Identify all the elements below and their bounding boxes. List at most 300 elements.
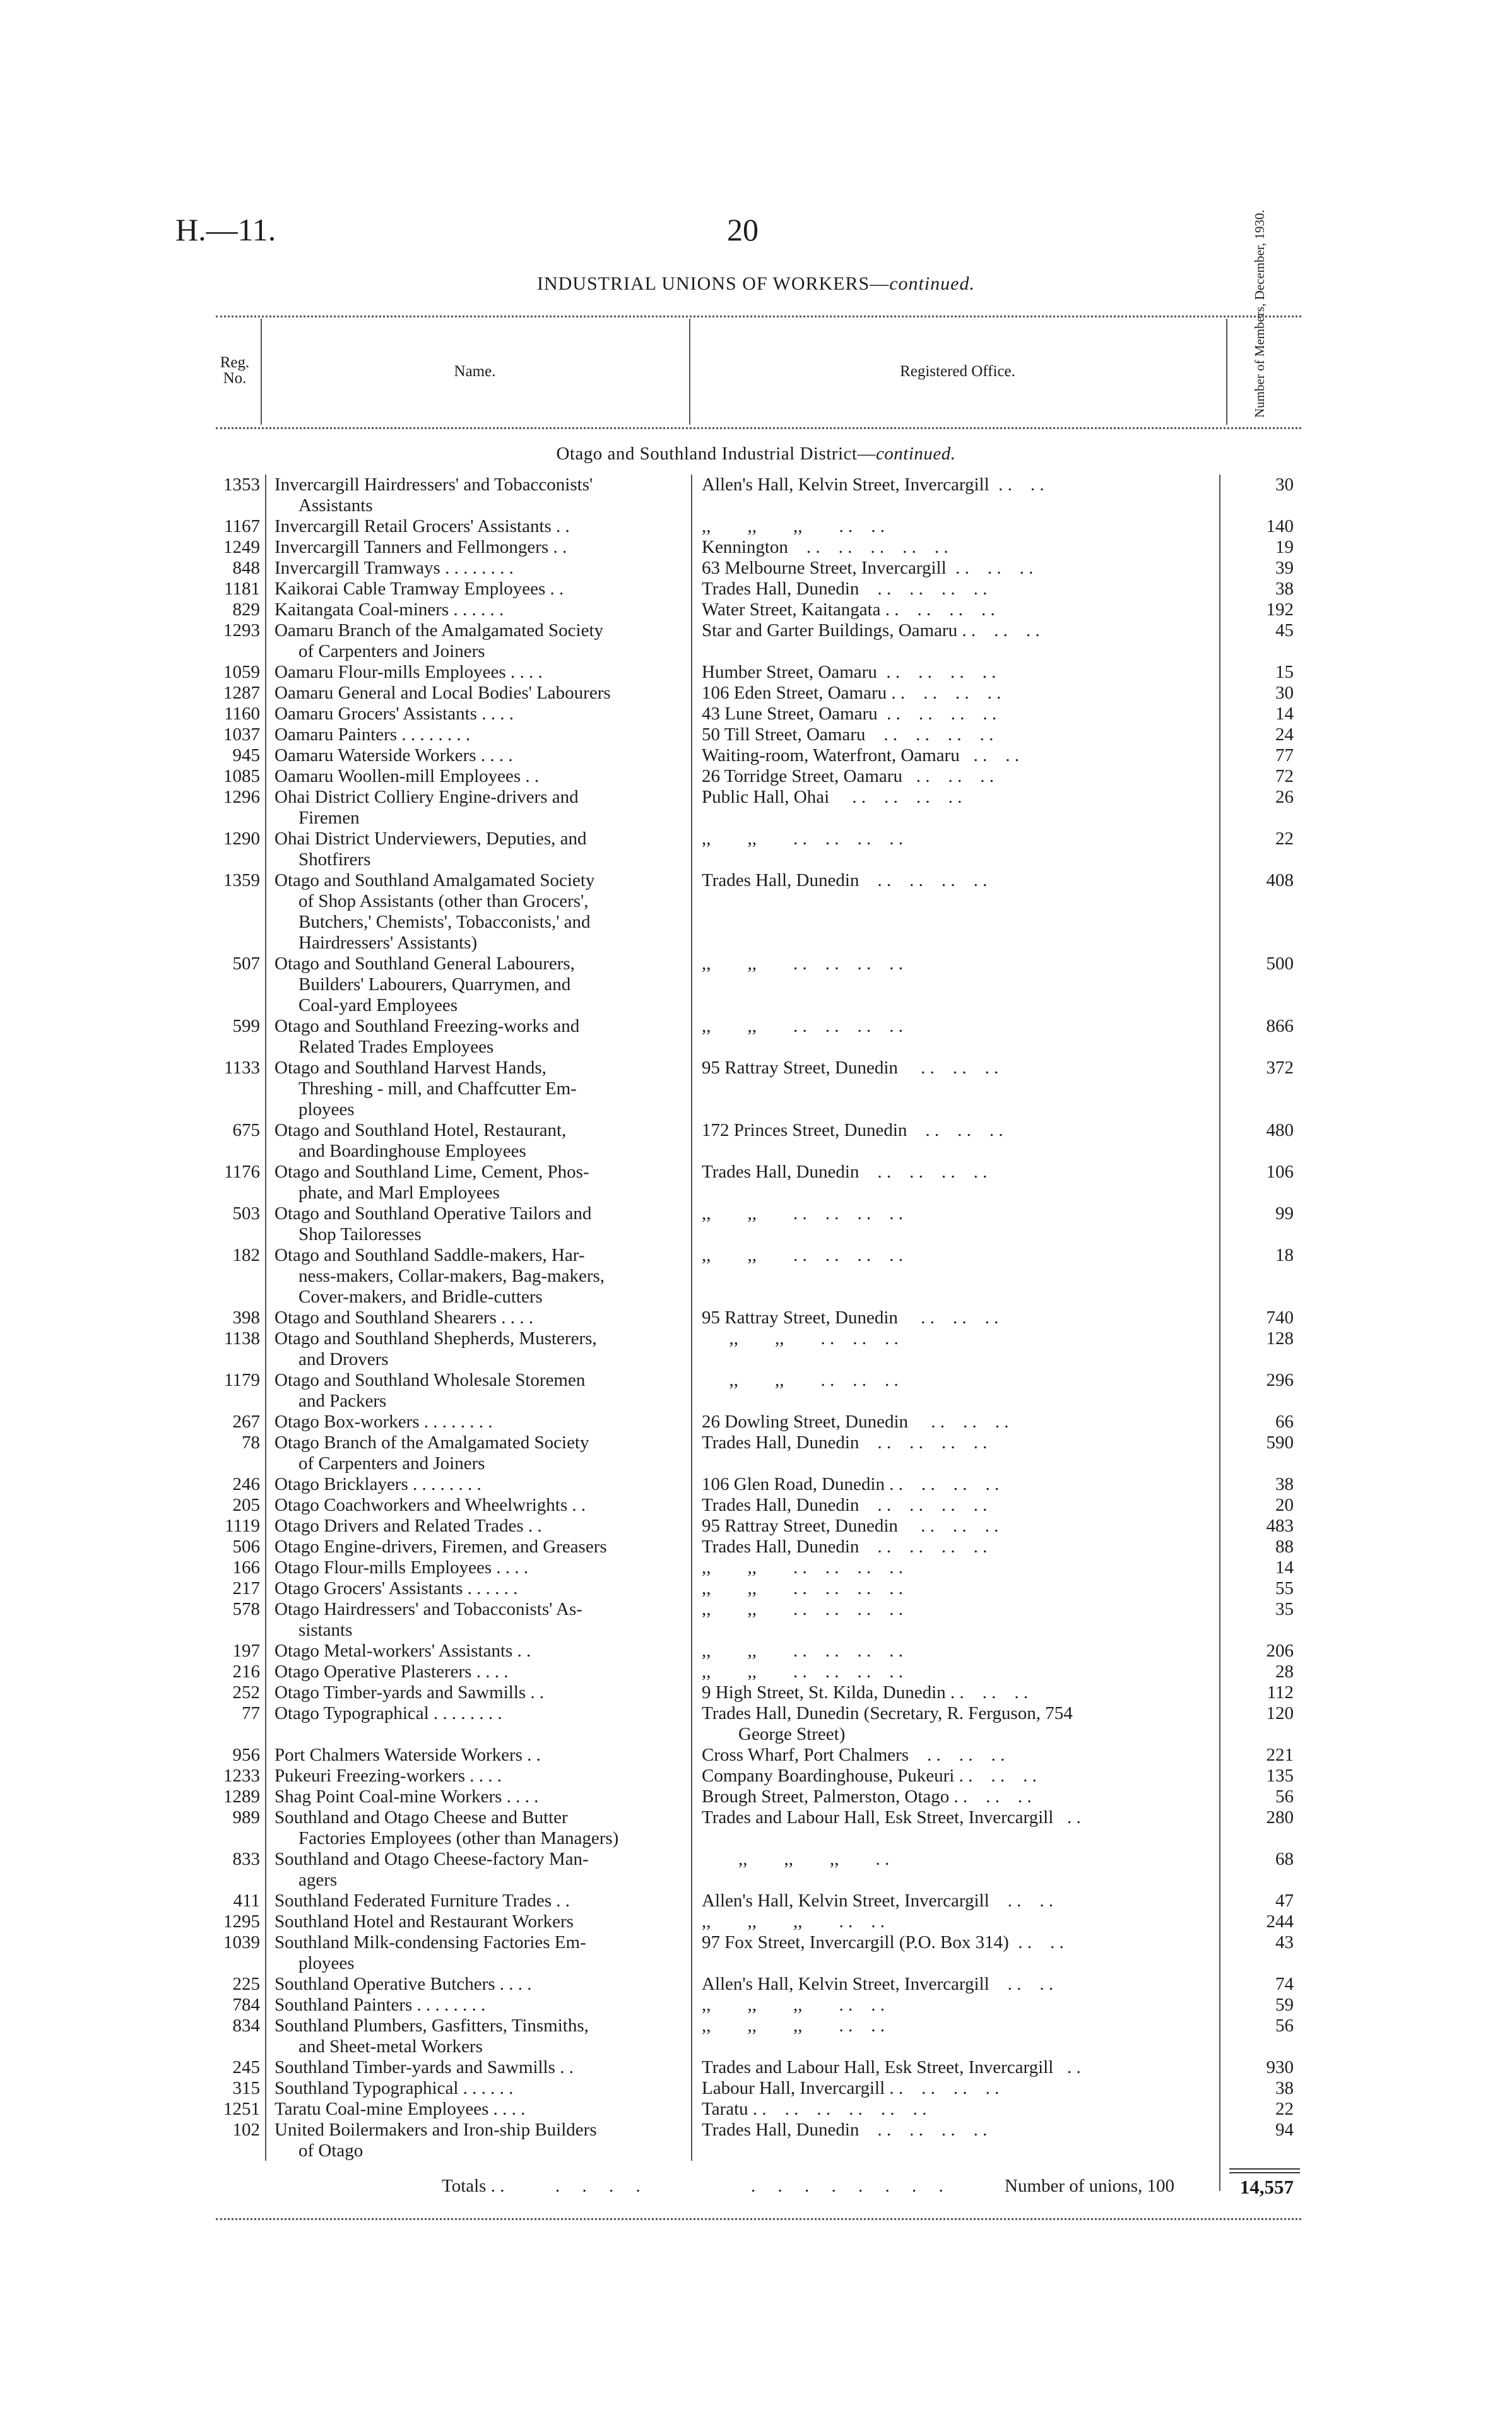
union-name xyxy=(275,1537,689,1557)
union-name-line: Southland Milk-condensing Factories Em- xyxy=(275,1932,586,1952)
table-row xyxy=(0,1412,1512,1432)
registered-office-line: Waiting-room, Waterfront, Oamaru . . . . xyxy=(702,745,1019,765)
union-name-line: Otago Drivers and Related Trades . . xyxy=(275,1516,542,1536)
registered-office-line: 50 Till Street, Oamaru . . . . . . . . xyxy=(702,724,994,745)
registered-office xyxy=(702,1537,1207,1557)
registered-office xyxy=(702,1703,1207,1745)
table-row xyxy=(0,1703,1512,1745)
union-name xyxy=(275,475,689,516)
union-name xyxy=(275,1370,689,1412)
union-name-line: Otago Grocers' Assistants . . . . . . xyxy=(275,1578,518,1598)
union-name-line: Otago and Southland Wholesale Storemen xyxy=(275,1370,586,1390)
reg-number: 245 xyxy=(232,2057,260,2077)
member-count: 20 xyxy=(1275,1495,1294,1515)
registered-office-line: 106 Glen Road, Dunedin . . . . . . . . xyxy=(702,1474,1000,1494)
reg-number: 506 xyxy=(232,1537,260,1557)
union-name-line: Otago and Southland Amalgamated Society xyxy=(275,870,595,890)
union-name xyxy=(275,1058,689,1120)
reg-number: 1119 xyxy=(225,1516,260,1536)
union-name-line: Oamaru Grocers' Assistants . . . . xyxy=(275,704,514,724)
registered-office xyxy=(702,1308,1207,1328)
table-row xyxy=(0,1516,1512,1537)
table-row xyxy=(0,2016,1512,2057)
union-name-line: Southland Painters . . . . . . . . xyxy=(275,1995,486,2015)
table-row xyxy=(0,2078,1512,2099)
registered-office xyxy=(702,475,1207,495)
member-count: 35 xyxy=(1275,1599,1294,1619)
column-header-reg-no: Reg. No. xyxy=(220,354,250,387)
union-name-line: Otago and Southland Saddle-makers, Har- xyxy=(275,1245,585,1265)
member-count: 77 xyxy=(1275,745,1294,765)
member-count: 740 xyxy=(1266,1308,1294,1328)
member-count: 38 xyxy=(1275,2078,1294,2098)
totals-union-count: Number of unions, 100 xyxy=(1005,2176,1175,2196)
registered-office xyxy=(702,1432,1207,1453)
union-name xyxy=(275,1578,689,1599)
registered-office xyxy=(702,1120,1207,1141)
registered-office-line: Trades Hall, Dunedin . . . . . . . . xyxy=(702,1495,988,1515)
table-row xyxy=(0,1537,1512,1557)
table-row xyxy=(0,1162,1512,1203)
header-bottom-rule xyxy=(216,427,1301,429)
registered-office-line: Star and Garter Buildings, Oamaru . . . . . . xyxy=(702,620,1040,641)
union-name-line: Invercargill Tramways . . . . . . . . xyxy=(275,558,514,578)
member-count: 866 xyxy=(1266,1016,1294,1036)
union-name-line: Otago Operative Plasterers . . . . xyxy=(275,1662,509,1682)
union-name-line: Otago Engine-drivers, Firemen, and Greasers xyxy=(275,1537,607,1557)
member-count: 14 xyxy=(1275,704,1294,724)
union-name xyxy=(275,787,689,829)
union-name-line: Coal-yard Employees xyxy=(298,995,458,1015)
registered-office xyxy=(702,600,1207,620)
union-name xyxy=(275,2078,689,2099)
registered-office-line: ,, ,, . . . . . . . . xyxy=(702,1599,903,1619)
member-count: 22 xyxy=(1275,2099,1294,2119)
union-name xyxy=(275,2016,689,2057)
registered-office-line: 172 Princes Street, Dunedin . . . . . . xyxy=(702,1120,1003,1140)
table-row xyxy=(0,662,1512,683)
union-name-line: and Packers xyxy=(298,1391,387,1411)
union-name xyxy=(275,1911,689,1932)
member-count: 930 xyxy=(1266,2057,1294,2077)
member-count: 280 xyxy=(1266,1807,1294,1828)
registered-office xyxy=(702,683,1207,704)
reg-number: 1039 xyxy=(223,1932,260,1952)
registered-office xyxy=(702,1370,1207,1391)
registered-office-line: Public Hall, Ohai . . . . . . . . xyxy=(702,787,962,807)
reg-number: 166 xyxy=(232,1557,260,1578)
registered-office xyxy=(702,745,1207,766)
registered-office-line: ,, ,, . . . . . . . . xyxy=(702,1662,903,1682)
registered-office xyxy=(702,1245,1207,1266)
table-row xyxy=(0,745,1512,766)
registered-office-line: 63 Melbourne Street, Invercargill . . . . . . xyxy=(702,558,1034,578)
reg-number: 205 xyxy=(232,1495,260,1515)
union-name-line: Southland Operative Butchers . . . . xyxy=(275,1974,532,1994)
table-row xyxy=(0,475,1512,516)
registered-office-line: ,, ,, . . . . . . . . xyxy=(702,1578,903,1598)
registered-office-line: Cross Wharf, Port Chalmers . . . . . . xyxy=(702,1745,1005,1765)
member-count: 56 xyxy=(1275,2016,1294,2036)
union-name xyxy=(275,558,689,579)
registered-office xyxy=(702,558,1207,579)
union-name-line: Otago Branch of the Amalgamated Society xyxy=(275,1432,589,1453)
reg-number: 1287 xyxy=(223,683,260,703)
registered-office xyxy=(702,1745,1207,1766)
district-heading xyxy=(0,444,1512,464)
union-name-line: Firemen xyxy=(298,808,360,828)
union-name-line: Otago Box-workers . . . . . . . . xyxy=(275,1412,493,1432)
table-bottom-rule xyxy=(216,2218,1301,2220)
table-row xyxy=(0,2120,1512,2161)
registered-office-line: 97 Fox Street, Invercargill (P.O. Box 314) . . . . xyxy=(702,1932,1064,1952)
registered-office xyxy=(702,537,1207,558)
member-count: 22 xyxy=(1275,829,1294,849)
column-header-name: Name. xyxy=(454,363,496,380)
registered-office-line: Allen's Hall, Kelvin Street, Invercargill . . . . xyxy=(702,1891,1054,1911)
union-name-line: Otago Hairdressers' and Tobacconists' As- xyxy=(275,1599,582,1619)
registered-office xyxy=(702,2016,1207,2036)
column-header-office: Registered Office. xyxy=(900,363,1015,380)
union-name xyxy=(275,516,689,537)
member-count: 55 xyxy=(1275,1578,1294,1598)
union-name xyxy=(275,1557,689,1578)
registered-office-line: Taratu . . . . . . . . . . . . xyxy=(702,2099,927,2119)
union-name-line: ployees xyxy=(298,1099,355,1119)
member-count: 94 xyxy=(1275,2120,1294,2140)
union-name xyxy=(275,1203,689,1245)
table-row xyxy=(0,1599,1512,1641)
member-count: 30 xyxy=(1275,475,1294,495)
registered-office-line: Humber Street, Oamaru . . . . . . . . xyxy=(702,662,996,682)
union-name-line: and Sheet-metal Workers xyxy=(298,2036,483,2057)
member-count: 28 xyxy=(1275,1662,1294,1682)
column-header-members: Number of Members, December, 1930. xyxy=(1252,210,1267,418)
registered-office-line: 95 Rattray Street, Dunedin . . . . . . xyxy=(702,1058,999,1078)
member-count: 26 xyxy=(1275,787,1294,807)
registered-office-line: Trades and Labour Hall, Esk Street, Invercargill . . xyxy=(702,2057,1081,2077)
reg-number: 102 xyxy=(232,2120,260,2140)
table-row xyxy=(0,1016,1512,1058)
union-name-line: Related Trades Employees xyxy=(298,1037,494,1057)
member-count: 140 xyxy=(1266,516,1294,536)
union-name-line: Otago Coachworkers and Wheelwrights . . xyxy=(275,1495,586,1515)
union-name xyxy=(275,704,689,724)
member-count: 206 xyxy=(1266,1641,1294,1661)
registered-office-line: 43 Lune Street, Oamaru . . . . . . . . xyxy=(702,704,997,724)
union-name-line: Taratu Coal-mine Employees . . . . xyxy=(275,2099,526,2119)
union-name-line: Oamaru Waterside Workers . . . . xyxy=(275,745,513,765)
reg-number: 578 xyxy=(232,1599,260,1619)
union-name-line: Otago Typographical . . . . . . . . xyxy=(275,1703,502,1723)
union-name-line: Ohai District Colliery Engine-drivers and xyxy=(275,787,579,807)
reg-number: 1181 xyxy=(224,579,260,599)
registered-office-line: ,, ,, . . . . . . . . xyxy=(702,1557,903,1578)
table-row xyxy=(0,1203,1512,1245)
union-name xyxy=(275,1974,689,1995)
union-name xyxy=(275,2099,689,2120)
totals-leader-dots: . . . . . . . . xyxy=(751,2176,952,2196)
member-count: 30 xyxy=(1275,683,1294,703)
registered-office-line: 26 Torridge Street, Oamaru . . . . . . xyxy=(702,766,994,786)
union-name-line: Ohai District Underviewers, Deputies, and xyxy=(275,829,587,849)
member-count: 106 xyxy=(1266,1162,1294,1182)
registered-office xyxy=(702,1766,1207,1787)
union-name-line: Oamaru Woollen-mill Employees . . xyxy=(275,766,540,786)
union-name-line: Shotfirers xyxy=(298,849,371,870)
registered-office xyxy=(702,1974,1207,1995)
union-name xyxy=(275,1474,689,1495)
union-name xyxy=(275,1412,689,1432)
union-name xyxy=(275,1682,689,1703)
totals-leader-dots: . . . . xyxy=(555,2176,649,2196)
registered-office-line: Labour Hall, Invercargill . . . . . . . . xyxy=(702,2078,1000,2098)
registered-office-line: 106 Eden Street, Oamaru . . . . . . . . xyxy=(702,683,1001,703)
union-name xyxy=(275,954,689,1016)
member-count: 408 xyxy=(1266,870,1294,890)
registered-office-line: Trades Hall, Dunedin . . . . . . . . xyxy=(702,579,988,599)
member-count: 56 xyxy=(1275,1787,1294,1807)
table-row xyxy=(0,724,1512,745)
registered-office-line: 26 Dowling Street, Dunedin . . . . . . xyxy=(702,1412,1009,1432)
union-name-line: Otago and Southland Hotel, Restaurant, xyxy=(275,1120,567,1140)
registered-office xyxy=(702,662,1207,683)
union-name-line: Otago and Southland Shearers . . . . xyxy=(275,1308,533,1328)
union-name-line: Otago and Southland Freezing-works and xyxy=(275,1016,580,1036)
registered-office xyxy=(702,1641,1207,1662)
reg-number: 217 xyxy=(232,1578,260,1598)
totals-label: Totals . . xyxy=(442,2176,505,2196)
registered-office-line: ,, ,, ,, . . . . xyxy=(702,1911,885,1932)
union-name-line: Otago and Southland Operative Tailors and xyxy=(275,1203,592,1224)
totals-rule xyxy=(1229,2168,1300,2170)
member-count: 43 xyxy=(1275,1932,1294,1952)
union-name-line: ness-makers, Collar-makers, Bag-makers, xyxy=(298,1266,605,1286)
reg-number: 182 xyxy=(232,1245,260,1265)
member-count: 221 xyxy=(1266,1745,1294,1765)
member-count: 38 xyxy=(1275,1474,1294,1494)
reg-number: 246 xyxy=(232,1474,260,1494)
registered-office xyxy=(702,1932,1207,1953)
member-count: 47 xyxy=(1275,1891,1294,1911)
table-row xyxy=(0,1911,1512,1932)
union-name-line: ployees xyxy=(298,1953,355,1973)
union-name xyxy=(275,1932,689,1974)
union-name xyxy=(275,683,689,704)
union-name xyxy=(275,1807,689,1849)
union-name-line: Southland and Otago Cheese and Butter xyxy=(275,1807,568,1828)
reg-number: 503 xyxy=(232,1203,260,1224)
union-name xyxy=(275,1891,689,1911)
union-name xyxy=(275,1016,689,1058)
registered-office xyxy=(702,1412,1207,1432)
reg-number: 956 xyxy=(232,1745,260,1765)
table-body xyxy=(0,475,1512,2161)
registered-office xyxy=(702,2078,1207,2099)
member-count: 68 xyxy=(1275,1849,1294,1869)
registered-office-line: Brough Street, Palmerston, Otago . . . . . . xyxy=(702,1787,1032,1807)
table-row xyxy=(0,704,1512,724)
registered-office-line: ,, ,, ,, . . . . xyxy=(702,2016,885,2036)
union-name xyxy=(275,600,689,620)
union-name-line: Pukeuri Freezing-workers . . . . xyxy=(275,1766,502,1786)
table-row xyxy=(0,1807,1512,1849)
reg-number: 1176 xyxy=(224,1162,260,1182)
registered-office xyxy=(702,1599,1207,1620)
union-name xyxy=(275,724,689,745)
member-count: 244 xyxy=(1266,1911,1294,1932)
member-count: 372 xyxy=(1266,1058,1294,1078)
registered-office xyxy=(702,1787,1207,1807)
table-row xyxy=(0,954,1512,1016)
table-row xyxy=(0,620,1512,662)
union-name-line: Otago Flour-mills Employees . . . . xyxy=(275,1557,529,1578)
totals-rule xyxy=(1229,2172,1300,2173)
table-row xyxy=(0,1932,1512,1974)
union-name-line: Southland Federated Furniture Trades . . xyxy=(275,1891,570,1911)
registered-office xyxy=(702,1995,1207,2016)
registered-office xyxy=(702,1557,1207,1578)
registered-office-line: Kennington . . . . . . . . . . xyxy=(702,537,948,557)
registered-office xyxy=(702,1911,1207,1932)
table-row xyxy=(0,766,1512,787)
registered-office xyxy=(702,1203,1207,1224)
registered-office-line: ,, ,, . . . . . . . . xyxy=(702,1245,903,1265)
reg-number: 315 xyxy=(232,2078,260,2098)
union-name-line: of Carpenters and Joiners xyxy=(298,1453,485,1474)
registered-office-line: 95 Rattray Street, Dunedin . . . . . . xyxy=(702,1308,999,1328)
reg-number: 267 xyxy=(232,1412,260,1432)
reg-number: 1167 xyxy=(224,516,260,536)
union-name xyxy=(275,766,689,787)
reg-number: 945 xyxy=(232,745,260,765)
registered-office xyxy=(702,1162,1207,1183)
union-name xyxy=(275,1662,689,1682)
registered-office xyxy=(702,787,1207,808)
registered-office xyxy=(702,829,1207,849)
union-name-line: Invercargill Tanners and Fellmongers . . xyxy=(275,537,567,557)
registered-office-line: Trades Hall, Dunedin . . . . . . . . xyxy=(702,2120,988,2140)
reg-number: 1160 xyxy=(224,704,260,724)
union-name-line: Cover-makers, and Bridle-cutters xyxy=(298,1287,543,1307)
registered-office-line: Allen's Hall, Kelvin Street, Invercargill . . . . xyxy=(702,1974,1054,1994)
table-row xyxy=(0,1370,1512,1412)
registered-office-line: Trades Hall, Dunedin . . . . . . . . xyxy=(702,1162,988,1182)
union-name-line: Shop Tailoresses xyxy=(298,1224,422,1244)
reg-number: 1085 xyxy=(223,766,260,786)
registered-office xyxy=(702,870,1207,891)
union-name xyxy=(275,2057,689,2078)
registered-office xyxy=(702,1891,1207,1911)
member-count: 18 xyxy=(1275,1245,1294,1265)
union-name xyxy=(275,870,689,954)
table-row xyxy=(0,1328,1512,1370)
table-row xyxy=(0,870,1512,954)
member-count: 112 xyxy=(1267,1682,1294,1703)
member-count: 88 xyxy=(1275,1537,1294,1557)
table-row xyxy=(0,1849,1512,1891)
member-count: 14 xyxy=(1275,1557,1294,1578)
reg-number: 1296 xyxy=(223,787,260,807)
table-row xyxy=(0,1745,1512,1766)
registered-office-line: ,, ,, . . . . . . xyxy=(702,1328,899,1349)
union-name xyxy=(275,2120,689,2161)
table-row xyxy=(0,1662,1512,1682)
registered-office-line: Trades and Labour Hall, Esk Street, Invercargill . . xyxy=(702,1807,1081,1828)
page-title-suffix: continued. xyxy=(889,273,975,294)
table-row xyxy=(0,787,1512,829)
registered-office xyxy=(702,724,1207,745)
reg-number: 1353 xyxy=(223,475,260,495)
member-count: 120 xyxy=(1266,1703,1294,1723)
reg-number: 225 xyxy=(232,1974,260,1994)
member-count: 483 xyxy=(1266,1516,1294,1536)
reg-number: 1249 xyxy=(223,537,260,557)
union-name-line: sistants xyxy=(298,1620,353,1640)
union-name-line: Factories Employees (other than Managers) xyxy=(298,1828,619,1848)
union-name xyxy=(275,1599,689,1641)
union-name-line: Shag Point Coal-mine Workers . . . . xyxy=(275,1787,539,1807)
member-count: 99 xyxy=(1275,1203,1294,1224)
union-name xyxy=(275,1766,689,1787)
member-count: 15 xyxy=(1275,662,1294,682)
table-row xyxy=(0,1682,1512,1703)
union-name xyxy=(275,1245,689,1308)
registered-office-line: Trades Hall, Dunedin . . . . . . . . xyxy=(702,870,988,890)
union-name-line: Oamaru Branch of the Amalgamated Society xyxy=(275,620,604,641)
table-row xyxy=(0,516,1512,537)
member-count: 135 xyxy=(1266,1766,1294,1786)
member-count: 66 xyxy=(1275,1412,1294,1432)
registered-office-line: Water Street, Kaitangata . . . . . . . . xyxy=(702,600,995,620)
table-row xyxy=(0,1245,1512,1308)
table-top-rule xyxy=(216,316,1301,317)
table-row xyxy=(0,2099,1512,2120)
reg-number: 1295 xyxy=(223,1911,260,1932)
table-row xyxy=(0,1432,1512,1474)
union-name-line: Hairdressers' Assistants) xyxy=(298,933,478,953)
reg-number: 989 xyxy=(232,1807,260,1828)
union-name-line: Southland Timber-yards and Sawmills . . xyxy=(275,2057,574,2077)
reg-number: 197 xyxy=(232,1641,260,1661)
table-row xyxy=(0,1120,1512,1162)
member-count: 500 xyxy=(1266,954,1294,974)
reg-number: 834 xyxy=(232,2016,260,2036)
union-name-line: Assistants xyxy=(298,495,373,516)
union-name-line: Otago and Southland General Labourers, xyxy=(275,954,575,974)
union-name-line: phate, and Marl Employees xyxy=(298,1183,500,1203)
district-heading-main: Otago and Southland Industrial District— xyxy=(556,444,876,464)
table-row xyxy=(0,1995,1512,2016)
registered-office-line: ,, ,, . . . . . . xyxy=(702,1370,899,1390)
member-count: 39 xyxy=(1275,558,1294,578)
union-name-line: Threshing - mill, and Chaffcutter Em- xyxy=(298,1078,577,1099)
reg-number: 1289 xyxy=(223,1787,260,1807)
registered-office xyxy=(702,1474,1207,1495)
member-count: 590 xyxy=(1266,1432,1294,1453)
registered-office-line: 95 Rattray Street, Dunedin . . . . . . xyxy=(702,1516,999,1536)
reg-number: 848 xyxy=(232,558,260,578)
union-name xyxy=(275,829,689,870)
member-count: 45 xyxy=(1275,620,1294,641)
union-name xyxy=(275,620,689,662)
column-divider xyxy=(1226,319,1227,425)
table-row xyxy=(0,537,1512,558)
registered-office-line: ,, ,, . . . . . . . . xyxy=(702,1641,903,1661)
union-name-line: Otago Metal-workers' Assistants . . xyxy=(275,1641,531,1661)
reg-number: 675 xyxy=(232,1120,260,1140)
union-name-line: United Boilermakers and Iron-ship Builders xyxy=(275,2120,597,2140)
